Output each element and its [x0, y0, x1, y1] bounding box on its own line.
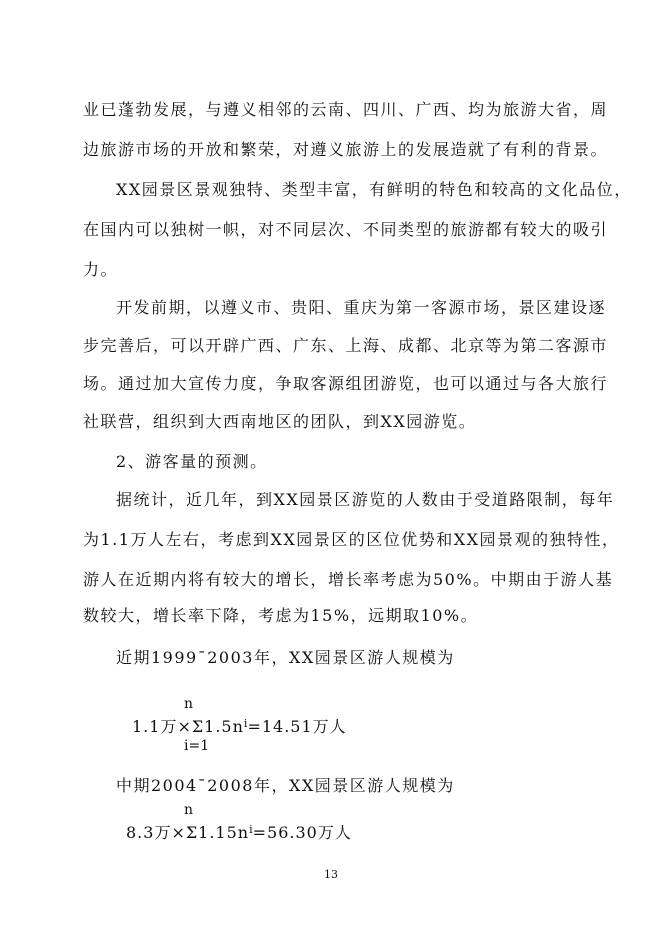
mid-term-intro: 中期2004¯2008年，XX园景区游人规模为	[116, 776, 455, 795]
paragraph-1-line-1: 业已蓬勃发展，与遵义相邻的云南、四川、广西、均为旅游大省，周	[83, 100, 609, 119]
formula-1-main: 1.1万×Σ1.5n	[132, 717, 244, 736]
formula-1-upper-limit: n	[184, 696, 194, 712]
formula-1	[132, 714, 347, 737]
section-heading: 2、游客量的预测。	[116, 452, 268, 471]
formula-1-exponent: i	[243, 717, 248, 730]
formula-2-main: 8.3万×Σ1.15n	[126, 823, 250, 842]
paragraph-2-line-1: XX园景区景观独特、类型丰富，有鲜明的特色和较高的文化品位，	[116, 180, 632, 199]
near-term-intro: 近期1999¯2003年，XX园景区游人规模为	[116, 648, 455, 667]
formula-1-lower-limit: i=1	[184, 738, 210, 754]
page-number: 13	[324, 868, 338, 881]
formula-1-result: =14.51万人	[247, 717, 347, 736]
paragraph-3-line-4: 社联营，组织到大西南地区的团队，到XX园游览。	[83, 412, 477, 431]
paragraph-1-line-2: 边旅游市场的开放和繁荣，对遵义旅游上的发展造就了有利的背景。	[83, 140, 609, 159]
formula-2-result: =56.30万人	[252, 823, 352, 842]
paragraph-2-line-2: 在国内可以独树一帜，对不同层次、不同类型的旅游都有较大的吸引	[83, 220, 609, 239]
paragraph-4-line-1: 据统计，近几年，到XX园景区游览的人数由于受道路限制，每年	[116, 490, 615, 509]
formula-2-exponent: i	[249, 823, 253, 836]
formula-2-upper-limit: n	[184, 802, 194, 818]
paragraph-4-line-3: 游人在近期内将有较大的增长，增长率考虑为50%。中期由于游人基	[83, 570, 614, 589]
paragraph-4-line-4: 数较大，增长率下降，考虑为15%，远期取10%。	[83, 606, 479, 625]
paragraph-3-line-1: 开发前期，以遵义市、贵阳、重庆为第一客源市场，景区建设逐	[116, 298, 607, 317]
paragraph-3-line-3: 场。通过加大宣传力度，争取客源组团游览，也可以通过与各大旅行	[83, 374, 609, 393]
paragraph-3-line-2: 步完善后，可以开辟广西、广东、上海、成都、北京等为第二客源市	[83, 336, 609, 355]
formula-2	[126, 820, 352, 843]
paragraph-2-line-3: 力。	[83, 260, 119, 279]
paragraph-4-line-2: 为1.1万人左右，考虑到XX园景区的区位优势和XX园景观的独特性，	[83, 530, 620, 549]
